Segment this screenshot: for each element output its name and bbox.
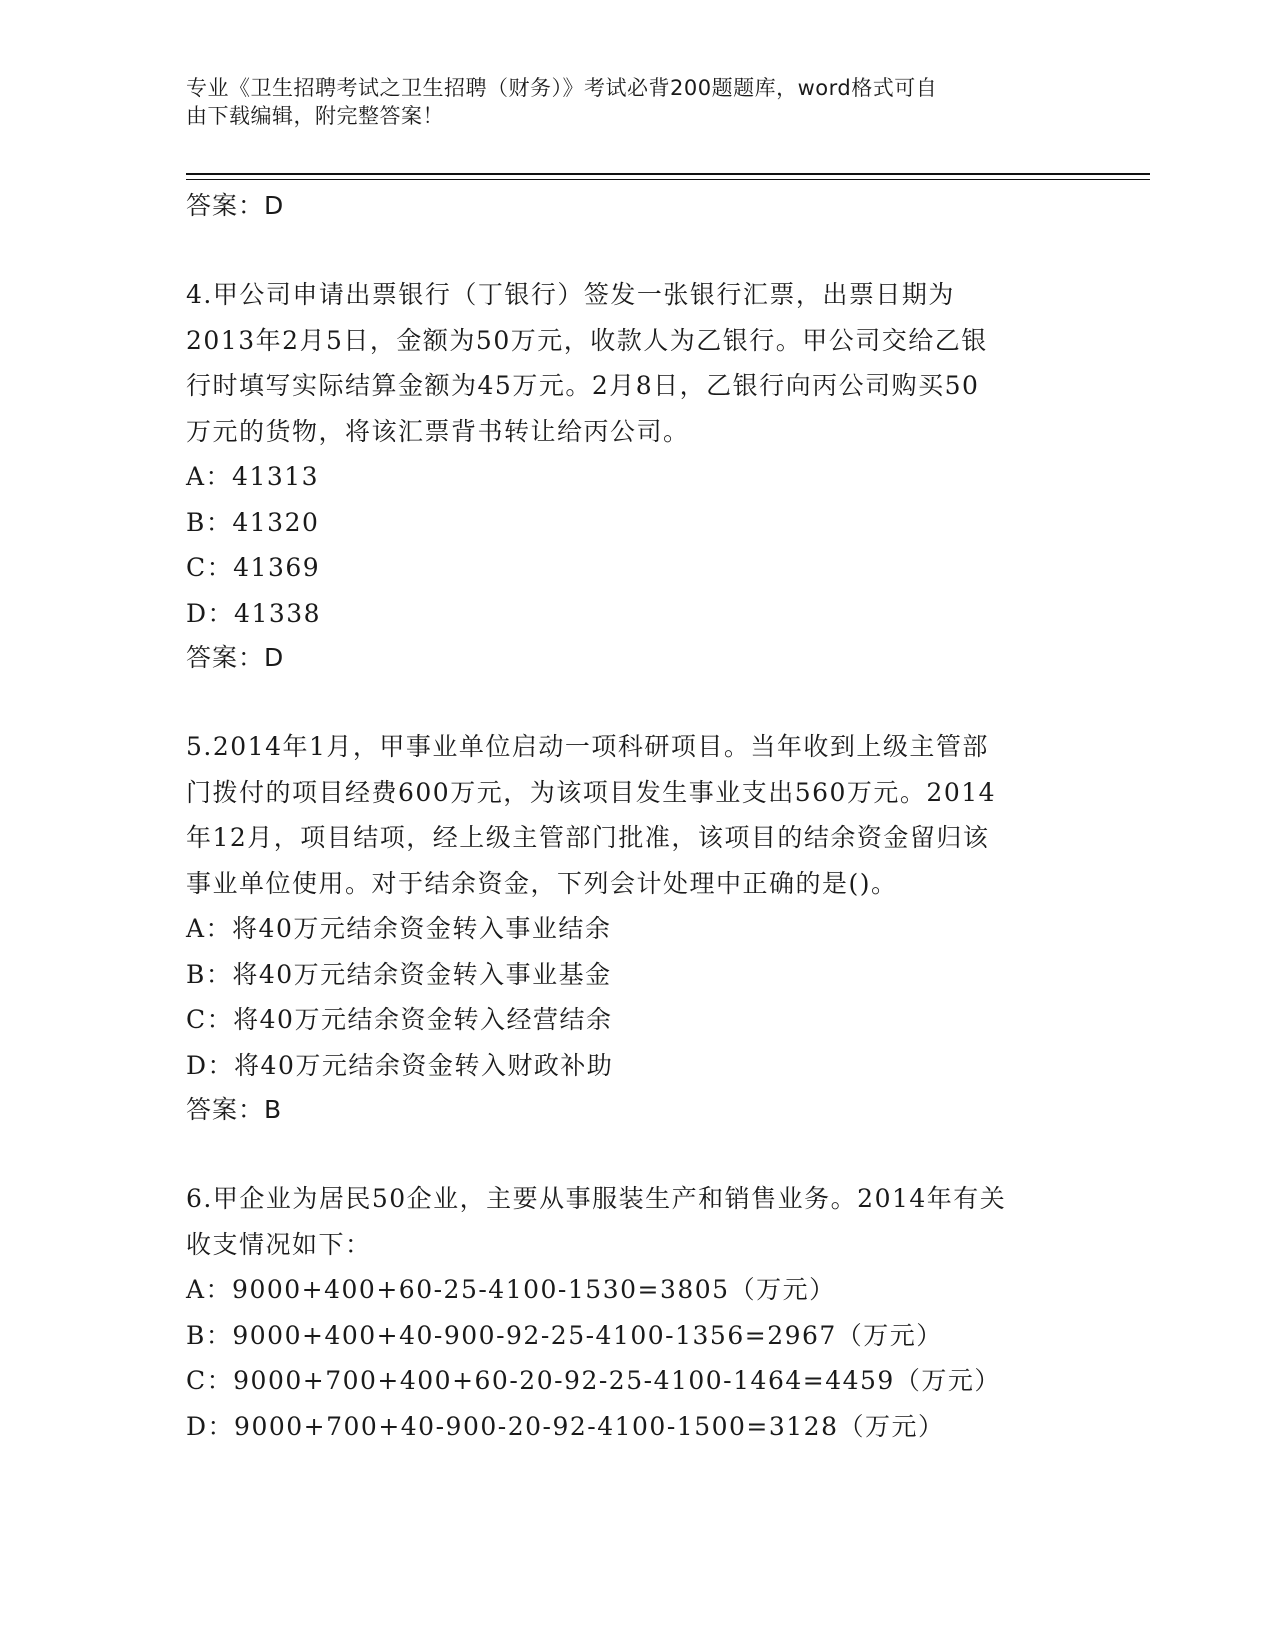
question-5-line-3: 年12月，项目结项，经上级主管部门批准，该项目的结余资金留归该 <box>186 823 990 852</box>
question-5-option-d: D：将40万元结余资金转入财政补助 <box>186 1050 614 1080</box>
spacer <box>186 680 1086 724</box>
question-4-answer: 答案：D <box>186 643 285 672</box>
question-6 <box>186 1176 1086 1449</box>
question-4 <box>186 272 1086 680</box>
question-4-option-b: B：41320 <box>186 507 320 537</box>
document-content <box>186 184 1086 1449</box>
question-5-line-4: 事业单位使用。对于结余资金，下列会计处理中正确的是()。 <box>186 868 898 898</box>
question-4-option-a: A：41313 <box>186 462 320 491</box>
spacer <box>186 228 1086 272</box>
previous-answer: 答案：D <box>186 191 285 220</box>
question-5-option-a: A：将40万元结余资金转入事业结余 <box>186 914 612 943</box>
question-6-option-b: B：9000+400+40-900-92-25-4100-1356=2967（万元） <box>186 1320 943 1350</box>
question-5-option-c: C：将40万元结余资金转入经营结余 <box>186 1005 613 1034</box>
header-divider-thin <box>186 179 1150 180</box>
question-6-option-c: C：9000+700+400+60-20-92-25-4100-1464=4459（万元） <box>186 1366 1001 1395</box>
question-6-option-d: D：9000+700+40-900-20-92-4100-1500=3128（万元） <box>186 1411 945 1441</box>
header-line-1: 专业《卫生招聘考试之卫生招聘（财务）》考试必背200题题库，word格式可自 <box>186 76 938 100</box>
question-5-option-b: B：将40万元结余资金转入事业基金 <box>186 959 612 989</box>
question-4-option-d: D：41338 <box>186 598 322 628</box>
question-5-line-1: 5.2014年1月，甲事业单位启动一项科研项目。当年收到上级主管部 <box>186 732 989 761</box>
question-4-line-4: 万元的货物，将该汇票背书转让给丙公司。 <box>186 416 690 446</box>
question-4-line-1: 4.甲公司申请出票银行（丁银行）签发一张银行汇票，出票日期为 <box>186 280 955 309</box>
question-4-option-c: C：41369 <box>186 553 321 582</box>
question-4-line-2: 2013年2月5日，金额为50万元，收款人为乙银行。甲公司交给乙银 <box>186 325 988 355</box>
question-4-line-3: 行时填写实际结算金额为45万元。2月8日，乙银行向丙公司购买50 <box>186 371 980 400</box>
question-6-option-a: A：9000+400+60-25-4100-1530=3805（万元） <box>186 1275 836 1304</box>
header-divider-thick <box>186 173 1150 175</box>
header-line-2: 由下载编辑，附完整答案！ <box>186 104 444 128</box>
document-header <box>186 74 1066 130</box>
question-5-line-2: 门拨付的项目经费600万元，为该项目发生事业支出560万元。2014 <box>186 777 997 807</box>
question-6-line-1: 6.甲企业为居民50企业，主要从事服装生产和销售业务。2014年有关 <box>186 1184 1007 1213</box>
spacer <box>186 1132 1086 1176</box>
question-5 <box>186 724 1086 1132</box>
question-5-answer: 答案：B <box>186 1095 283 1124</box>
question-6-line-2: 收支情况如下： <box>186 1229 372 1259</box>
